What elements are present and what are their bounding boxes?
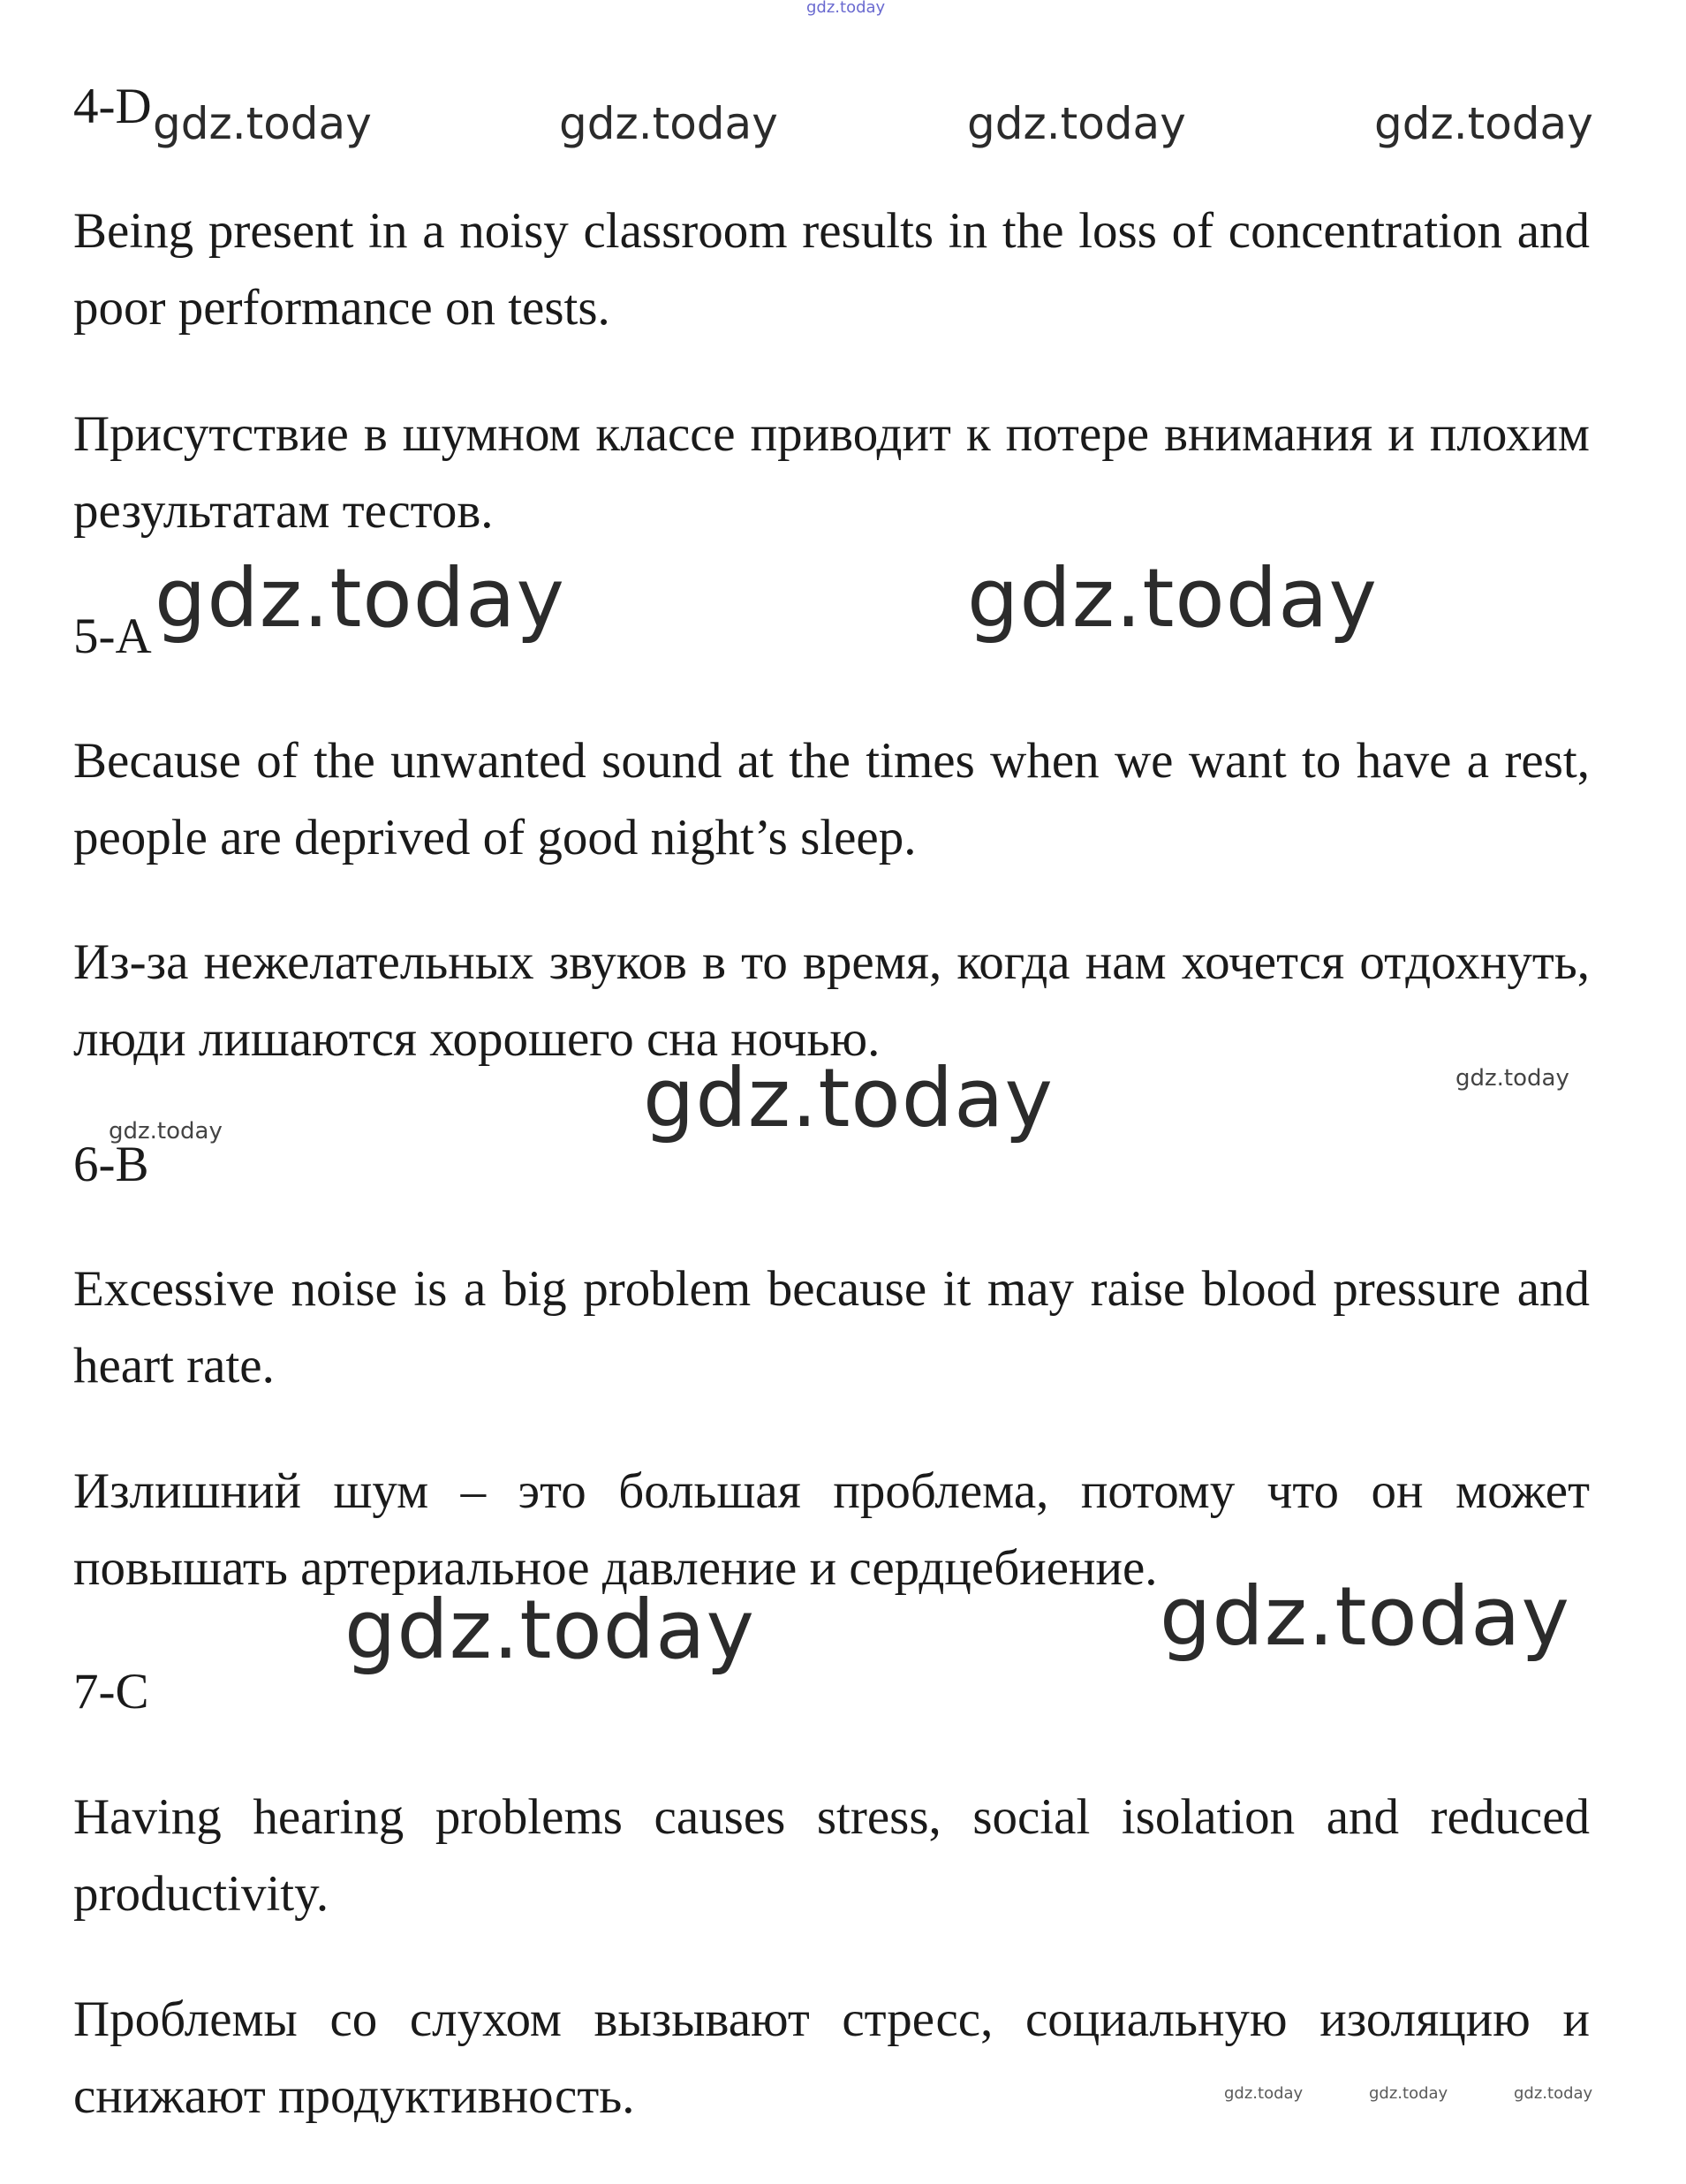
english-text-5a: Because of the unwanted sound at the times when we want to have a rest, people are deprived of good night’s sleep. — [73, 733, 1590, 865]
watermark: gdz.today — [1455, 1065, 1569, 1092]
watermark: gdz.today — [1369, 2084, 1448, 2103]
answer-label-7c: 7-C — [73, 1664, 149, 1719]
watermark: gdz.today — [109, 1118, 223, 1145]
watermark: gdz.today — [155, 551, 565, 646]
watermark-top: gdz.today — [806, 0, 886, 17]
english-text-6b: Excessive noise is a big problem because it may raise blood pressure and heart rate. — [73, 1261, 1590, 1394]
answer-label-5a: 5-A — [73, 608, 152, 664]
watermark: gdz.today — [643, 1051, 1054, 1145]
english-text-4d: Being present in a noisy classroom results in the loss of concentration and poor performance on tests. — [73, 203, 1590, 336]
watermark: gdz.today — [1514, 2084, 1593, 2103]
russian-text-4d: Присутствие в шумном классе приводит к потере внимания и плохим результатам тестов. — [73, 406, 1590, 539]
russian-text-7c: Проблемы со слухом вызывают стресс, социальную изоляцию и снижают продуктивность. — [73, 1991, 1590, 2124]
english-text-7c: Having hearing problems causes stress, social isolation and reduced productivity. — [73, 1789, 1590, 1922]
watermark: gdz.today — [153, 98, 372, 149]
watermark: gdz.today — [1160, 1569, 1570, 1664]
answer-label-6b: 6-B — [73, 1137, 149, 1192]
answer-label-4d: 4-D — [73, 79, 152, 134]
russian-text-5a: Из-за нежелательных звуков в то время, когда нам хочется отдохнуть, люди лишаются хорошего сна ночью. — [73, 934, 1590, 1067]
watermark: gdz.today — [967, 551, 1378, 646]
russian-text-6b: Излишний шум – это большая проблема, потому что он может повышать артериальное давление и сердцебиение. — [73, 1463, 1590, 1596]
watermark: gdz.today — [1224, 2084, 1304, 2103]
watermark: gdz.today — [967, 98, 1186, 149]
watermark: gdz.today — [344, 1583, 755, 1677]
watermark: gdz.today — [1374, 98, 1593, 149]
watermark: gdz.today — [559, 98, 778, 149]
